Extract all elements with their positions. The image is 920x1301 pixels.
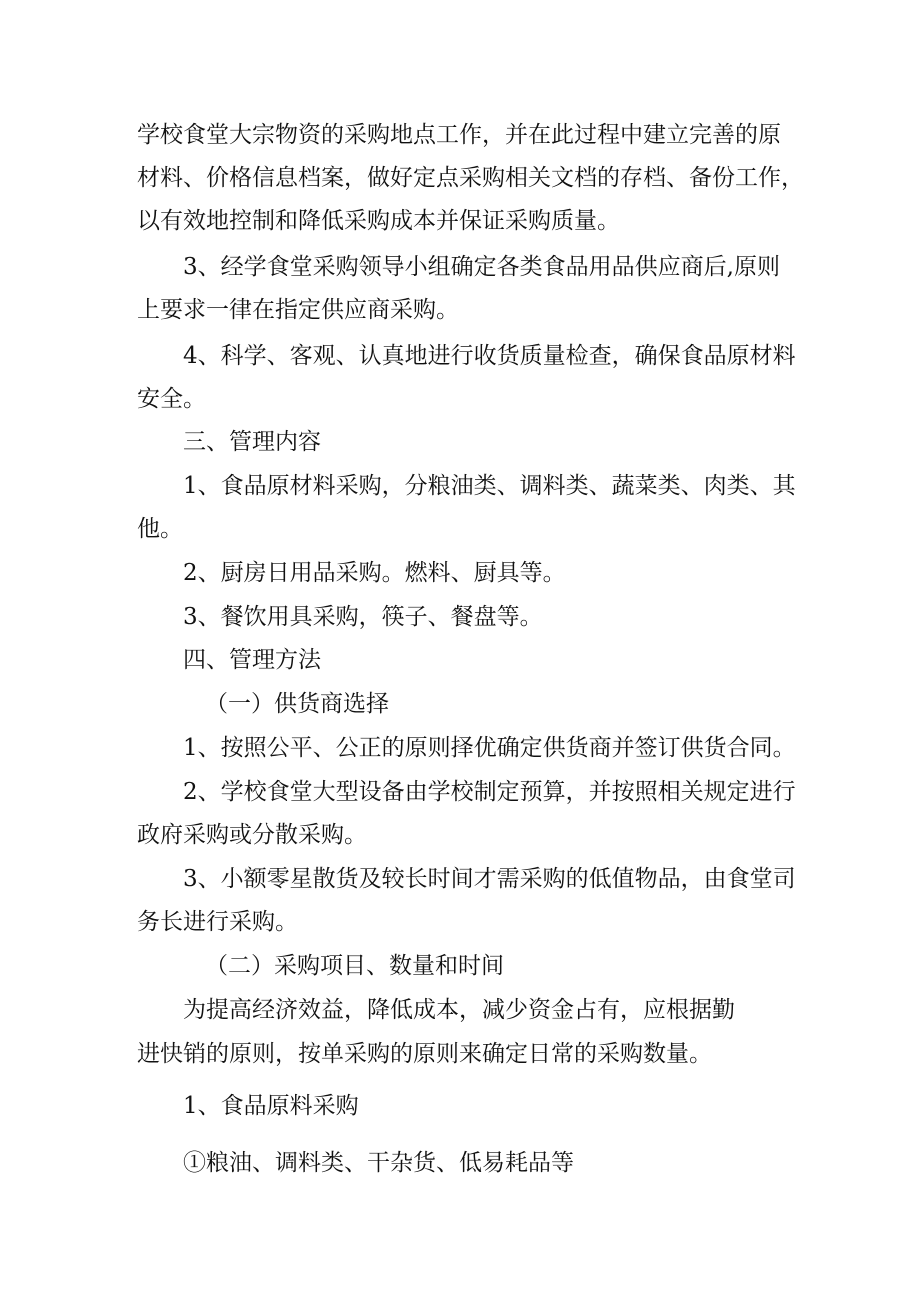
- list-item-2: 2、厨房日用品采购。燃料、厨具等。: [183, 560, 566, 586]
- list-item-1: 1、按照公平、公正的原则择优确定供货商并签订供货合同。: [183, 735, 796, 761]
- paragraph-line: 上要求一律在指定供应商采购。: [137, 297, 459, 323]
- paragraph-line: 政府采购或分散采购。: [137, 822, 367, 848]
- paragraph-line: 进快销的原则，按单采购的原则来确定日常的采购数量。: [137, 1041, 712, 1067]
- paragraph-line: 为提高经济效益，降低成本，减少资金占有，应根据勤: [183, 997, 735, 1023]
- paragraph-line: 他。: [137, 516, 183, 542]
- section-heading-4: 四、管理方法: [183, 647, 321, 673]
- paragraph-line: 务长进行采购。: [137, 909, 298, 935]
- list-item-4: 4、科学、客观、认真地进行收货质量检查，确保食品原材料: [183, 343, 796, 369]
- paragraph-line: 以有效地控制和降低采购成本并保证采购质量。: [137, 208, 620, 234]
- list-item-2: 2、学校食堂大型设备由学校制定预算，并按照相关规定进行: [183, 779, 796, 805]
- paragraph-line: 材料、价格信息档案，做好定点采购相关文档的存档、备份工作，: [137, 165, 804, 191]
- list-item-3: 3、经学食堂采购领导小组确定各类食品用品供应商后,原则: [183, 254, 780, 280]
- list-item-3: 3、餐饮用具采购，筷子、餐盘等。: [183, 604, 543, 630]
- subsection-heading-2: （二）采购项目、数量和时间: [205, 953, 504, 979]
- list-item-1: 1、食品原料采购: [183, 1093, 359, 1119]
- subsection-heading-1: （一）供货商选择: [205, 691, 389, 717]
- section-heading-3: 三、管理内容: [183, 429, 321, 455]
- list-item-3: 3、小额零星散货及较长时间才需采购的低值物品，由食堂司: [183, 866, 796, 892]
- sub-item-1: ①粮油、调料类、干杂货、低易耗品等: [183, 1150, 574, 1176]
- paragraph-line: 安全。: [137, 386, 206, 412]
- paragraph-line: 学校食堂大宗物资的采购地点工作，并在此过程中建立完善的原: [137, 122, 781, 148]
- list-item-1: 1、食品原材料采购，分粮油类、调料类、蔬菜类、肉类、其: [183, 473, 796, 499]
